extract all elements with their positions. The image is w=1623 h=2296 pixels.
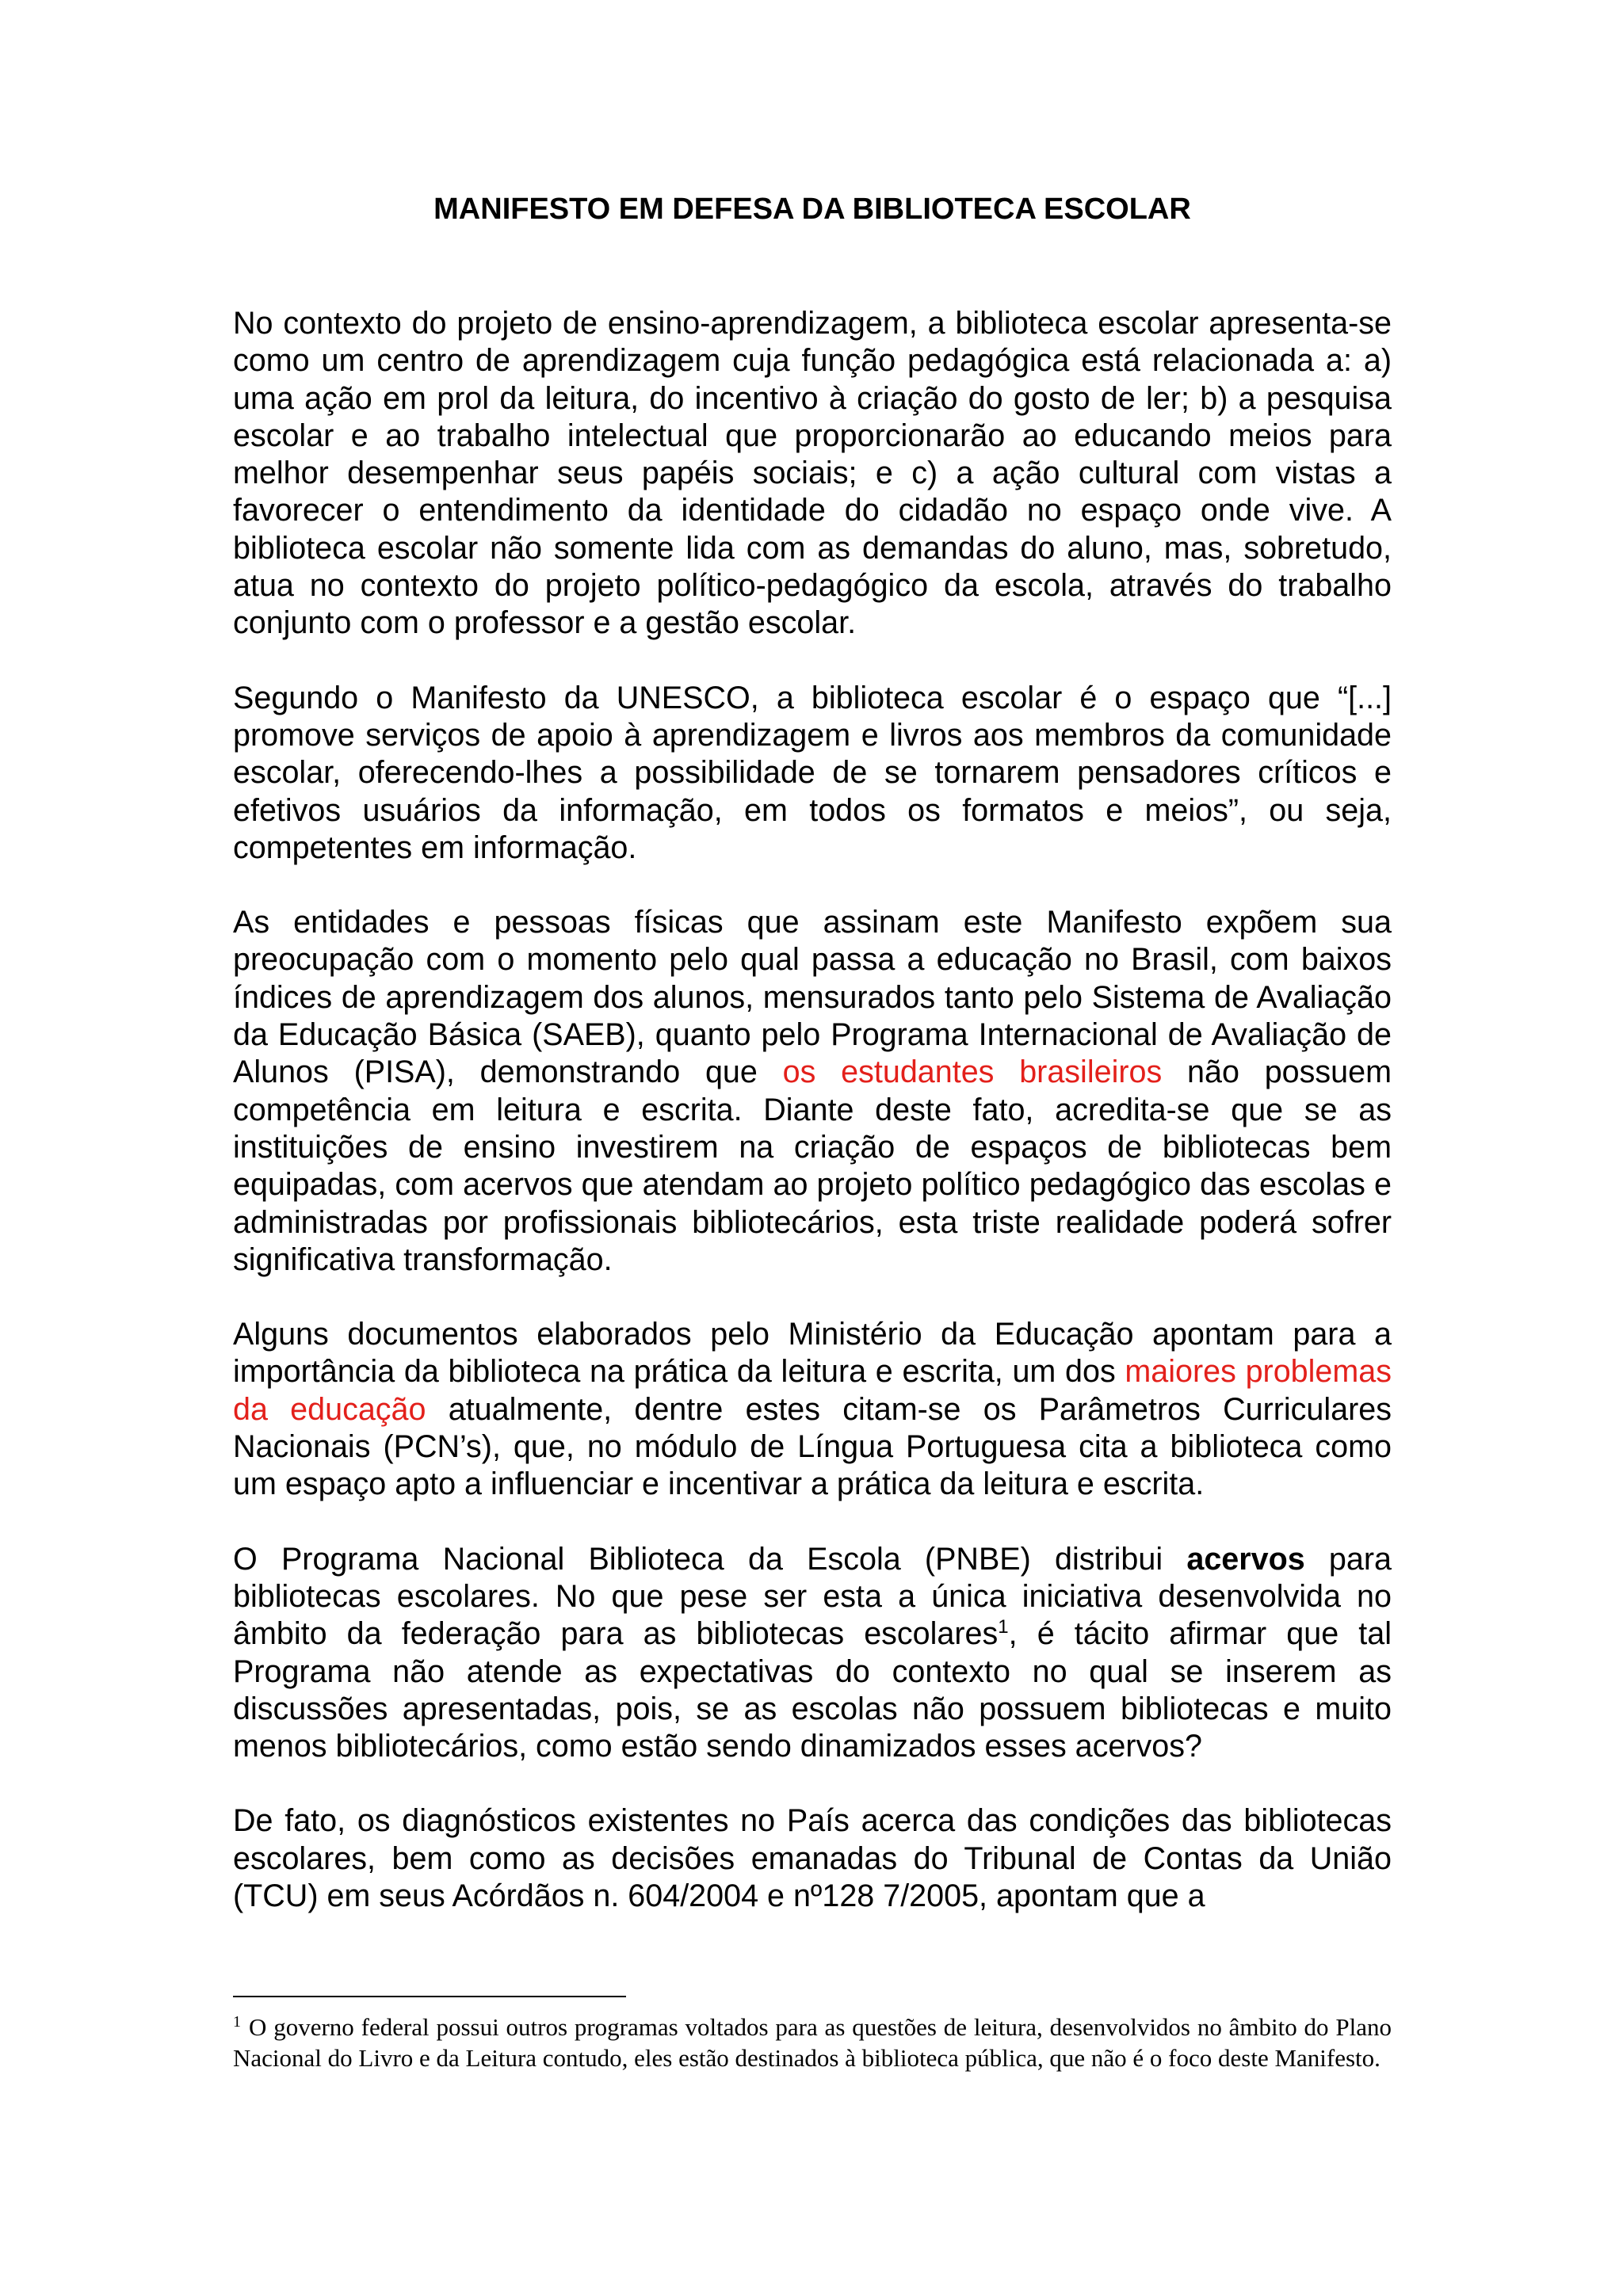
- paragraph-4-text-end: atualmente, dentre estes citam-se os Parâmetros Curriculares Nacionais (PCN’s), que, no módulo de Língua Portuguesa cita a biblioteca como um espaço apto a influenciar e incentivar a prática da leitura e escrita.: [233, 1391, 1392, 1502]
- footnote-divider: [233, 1996, 626, 1997]
- footnote-number: 1: [233, 2012, 241, 2031]
- paragraph-6: De fato, os diagnósticos existentes no País acerca das condições das bibliotecas escolares, bem como as decisões emanadas do Tribunal de Contas da União (TCU) em seus Acórdãos n. 604/2004 e nº128 7/2005, apontam que a: [233, 1803, 1392, 1913]
- paragraph-5-text-end: , é tácito afirmar que tal Programa não atende as expectativas do contexto no qual se inserem as discussões apresentadas, pois, se as escolas não possuem bibliotecas e muito menos bibliotecários, como estão sendo dinamizados esses acervos?: [233, 1616, 1392, 1764]
- paragraph-4-text-start: Alguns documentos elaborados pelo Ministério da Educação apontam para a importância da biblioteca na prática da leitura e escrita, um dos: [233, 1317, 1392, 1390]
- paragraph-3-text-start: As entidades e pessoas físicas que assinam este Manifesto expõem sua preocupação com o momento pelo qual passa a educação no Brasil, com baixos índices de aprendizagem dos alunos, mensurados tanto pelo Sistema de Avaliação da Educação Básica (SAEB), quanto pelo Programa Internacional de Avaliação de Alunos (PISA), demonstrando que: [233, 905, 1392, 1090]
- document-body: [233, 305, 1392, 1952]
- paragraph-1: No contexto do projeto de ensino-aprendizagem, a biblioteca escolar apresenta-se como um centro de aprendizagem cuja função pedagógica está relacionada a: a) uma ação em prol da leitura, do incentivo à criação do gosto de ler; b) a pesquisa escolar e ao trabalho intelectual que proporcionarão ao educando meios para melhor desempenhar seus papéis sociais; e c) a ação cultural com vistas a favorecer o entendimento da identidade do cidadão no espaço onde vive. A biblioteca escolar não somente lida com as demandas do aluno, mas, sobretudo, atua no contexto do projeto político-pedagógico da escola, através do trabalho conjunto com o professor e a gestão escolar.: [233, 306, 1392, 641]
- bold-text-acervos: acervos: [1186, 1541, 1305, 1577]
- footnote-text: O governo federal possui outros programas voltados para as questões de leitura, desenvolvidos no âmbito do Plano Nacional do Livro e da Leitura contudo, eles estão destinados à biblioteca pública, que não é o foco deste Manifesto.: [233, 2013, 1392, 2072]
- paragraph-5-text-start: O Programa Nacional Biblioteca da Escola (PNBE) distribui: [233, 1541, 1187, 1577]
- paragraph-2: Segundo o Manifesto da UNESCO, a biblioteca escolar é o espaço que “[...] promove serviços de apoio à aprendizagem e livros aos membros da comunidade escolar, oferecendo-lhes a possibilidade de se tornarem pensadores críticos e efetivos usuários da informação, em todos os formatos e meios”, ou seja, competentes em informação.: [233, 680, 1392, 865]
- paragraph-3: [233, 904, 1392, 1279]
- paragraph-3-text-end: não possuem competência em leitura e escrita. Diante deste fato, acredita-se que se as instituições de ensino investirem na criação de espaços de bibliotecas bem equipadas, com acervos que atendam ao projeto político pedagógico das escolas e administradas por profissionais bibliotecários, esta triste realidade poderá sofrer significativa transformação.: [233, 1055, 1392, 1277]
- document-title: MANIFESTO EM DEFESA DA BIBLIOTECA ESCOLAR: [433, 193, 1191, 226]
- footnote: [233, 2012, 1392, 2073]
- highlighted-text-problems: maiores problemas da educação: [233, 1354, 1392, 1427]
- paragraph-5: [233, 1541, 1392, 1766]
- footnote-reference[interactable]: 1: [998, 1616, 1009, 1638]
- paragraph-5-text-middle: para bibliotecas escolares. No que pese ser esta a única iniciativa desenvolvida no âmbito da federação para as bibliotecas escolares: [233, 1541, 1392, 1652]
- paragraph-4: [233, 1316, 1392, 1503]
- highlighted-text-students: os estudantes brasileiros: [782, 1055, 1163, 1090]
